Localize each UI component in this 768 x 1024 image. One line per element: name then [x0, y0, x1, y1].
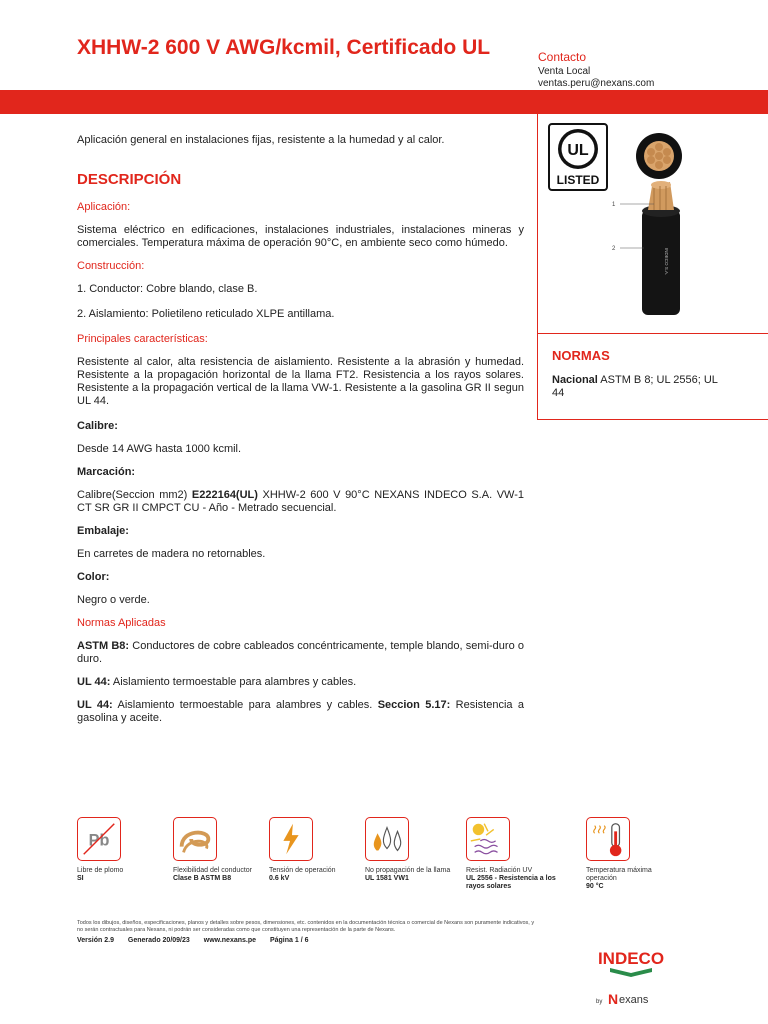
feature-uv [466, 817, 562, 891]
page-title: XHHW-2 600 V AWG/kcmil, Certificado UL [77, 36, 491, 59]
brand-indeco-text: INDECO [597, 949, 665, 968]
feature-value: Clase B ASTM B8 [173, 875, 232, 882]
feature-value: UL 2556 - Resistencia a los rayos solares [466, 875, 556, 890]
feature-value: 90 °C [586, 883, 604, 890]
norma-section: Seccion 5.17: [377, 699, 451, 711]
contact-heading: Contacto [538, 50, 587, 64]
calibre-label: Calibre: [77, 420, 118, 432]
ul-logo-text: UL [567, 142, 589, 159]
normas-value: ASTM B 8; UL 2556; UL 44 [552, 374, 718, 399]
description-heading: DESCRIPCIÓN [77, 171, 182, 188]
norma-item [77, 699, 524, 725]
cable-side-view [608, 180, 698, 320]
feature-caption: Resist. Radiación UV [466, 867, 533, 874]
marcacion-post: XHHW-2 600 V 90°C NEXANS INDECO S.A. VW-1 CT SR GR II CMPCT CU - Año - Metrado secuencial. [77, 489, 524, 514]
flexibility-icon [173, 817, 217, 861]
footer-website[interactable]: www.nexans.pe [203, 937, 257, 944]
flame-icon [365, 817, 409, 861]
aplicacion-text: Sistema eléctrico en edificaciones, instalaciones industriales, instalaciones mineras y comerciales. Temperatura máxima de operación 90°C, en ambiente seco como húmedo. [77, 224, 524, 249]
lead-free-icon [77, 817, 121, 861]
marcacion-code: E222164(UL) [191, 489, 258, 501]
norma-desc: Resistencia a gasolina y aceite. [77, 699, 525, 724]
normas-label: Nacional [552, 374, 598, 386]
cable-print-text: INDECO S.A. [664, 248, 669, 276]
normas-heading: NORMAS [552, 348, 610, 363]
pb-text: Pb [88, 831, 110, 850]
cable-label-1: 1 [612, 202, 616, 208]
contact-email[interactable]: ventas.peru@nexans.com [538, 78, 655, 89]
norma-code: UL 44: [77, 699, 113, 711]
construccion-label: Construcción: [77, 260, 145, 272]
norma-item [77, 676, 524, 689]
construccion-item: 1. Conductor: Cobre blando, clase B. [77, 283, 258, 295]
marcacion-label: Marcación: [77, 466, 136, 478]
norma-code: UL 44: [77, 676, 111, 688]
feature-value: 0.6 kV [269, 875, 290, 882]
feature-caption: No propagación de la llama [365, 867, 451, 874]
feature-flame [365, 817, 461, 883]
cable-label-2: 2 [612, 246, 616, 252]
cable-cross-section [634, 131, 684, 181]
feature-value: SI [77, 875, 84, 882]
contact-line: Venta Local [538, 66, 591, 77]
description-section [77, 171, 524, 735]
contact-info [538, 66, 654, 90]
embalaje-text: En carretes de madera no retornables. [77, 548, 266, 560]
feature-value: UL 1581 VW1 [365, 875, 409, 882]
marcacion-pre: Calibre(Seccion mm2) [77, 489, 192, 501]
feature-lead-free [77, 817, 173, 883]
ul-listed-text: LISTED [556, 173, 600, 187]
feature-voltage [269, 817, 365, 883]
caracteristicas-label: Principales características: [77, 333, 208, 345]
norma-desc: Aislamiento termoestable para alambres y cables. [112, 699, 378, 711]
intro-text: Aplicación general en instalaciones fijas, resistente a la humedad y al calor. [77, 134, 445, 146]
header-red-band [0, 90, 768, 114]
color-text: Negro o verde. [77, 594, 150, 606]
feature-flexibility [173, 817, 269, 883]
marcacion-text [77, 489, 524, 515]
indeco-nexans-logo [596, 946, 666, 1008]
feature-caption: Flexibilidad del conductor [173, 867, 252, 874]
footer-version: Versión 2.9 [77, 937, 114, 944]
feature-caption: Temperatura máxima operación [586, 867, 652, 882]
norma-item [77, 640, 524, 666]
normas-text [552, 374, 722, 400]
temperature-icon [586, 817, 630, 861]
voltage-icon [269, 817, 313, 861]
footer-page: Página 1 / 6 [269, 937, 309, 944]
feature-caption: Libre de plomo [77, 867, 124, 874]
norma-desc: Aislamiento termoestable para alambres y cables. [110, 676, 357, 688]
brand-by-text: by [596, 999, 603, 1005]
ul-listed-logo [548, 123, 608, 191]
color-label: Color: [77, 571, 110, 583]
uv-icon [466, 817, 510, 861]
caracteristicas-text: Resistente al calor, alta resistencia de aislamiento. Resistente a la abrasión y humedad. Resistente a la propagación horizontal de la llama FT2. Resistencia a los rayos solares. Resistente a la propagación vertical de la llama VW-1. Resistente a la gasolina GR II segun UL 44. [77, 356, 524, 407]
normas-aplicadas-label: Normas Aplicadas [77, 617, 166, 629]
construccion-item: 2. Aislamiento: Polietileno reticulado XLPE antillama. [77, 308, 335, 320]
norma-desc: Conductores de cobre cableados concéntricamente, temple blando, semi-duro o duro. [77, 640, 524, 665]
calibre-text: Desde 14 AWG hasta 1000 kcmil. [77, 443, 242, 455]
norma-code: ASTM B8: [77, 640, 130, 652]
footer-info [77, 937, 321, 944]
feature-temperature [586, 817, 682, 891]
sidebar-divider [537, 333, 768, 334]
embalaje-label: Embalaje: [77, 525, 129, 537]
legal-disclaimer: Todos los dibujos, diseños, especificaciones, planos y detalles sobre pesos, dimensiones, etc. contenidos en la documentación técnica o comercial de Nexans son puramente indicativos, y no serán contractuales para Nexans, ni podrán ser consideradas como que constituyen una representación de la parte de Nexans. [77, 920, 535, 933]
aplicacion-label: Aplicación: [77, 201, 131, 213]
brand-nexans-n: N [608, 991, 619, 1007]
footer-generated: Generado 20/09/23 [127, 937, 190, 944]
feature-caption: Tensión de operación [269, 867, 336, 874]
brand-nexans-text: exans [619, 994, 649, 1006]
